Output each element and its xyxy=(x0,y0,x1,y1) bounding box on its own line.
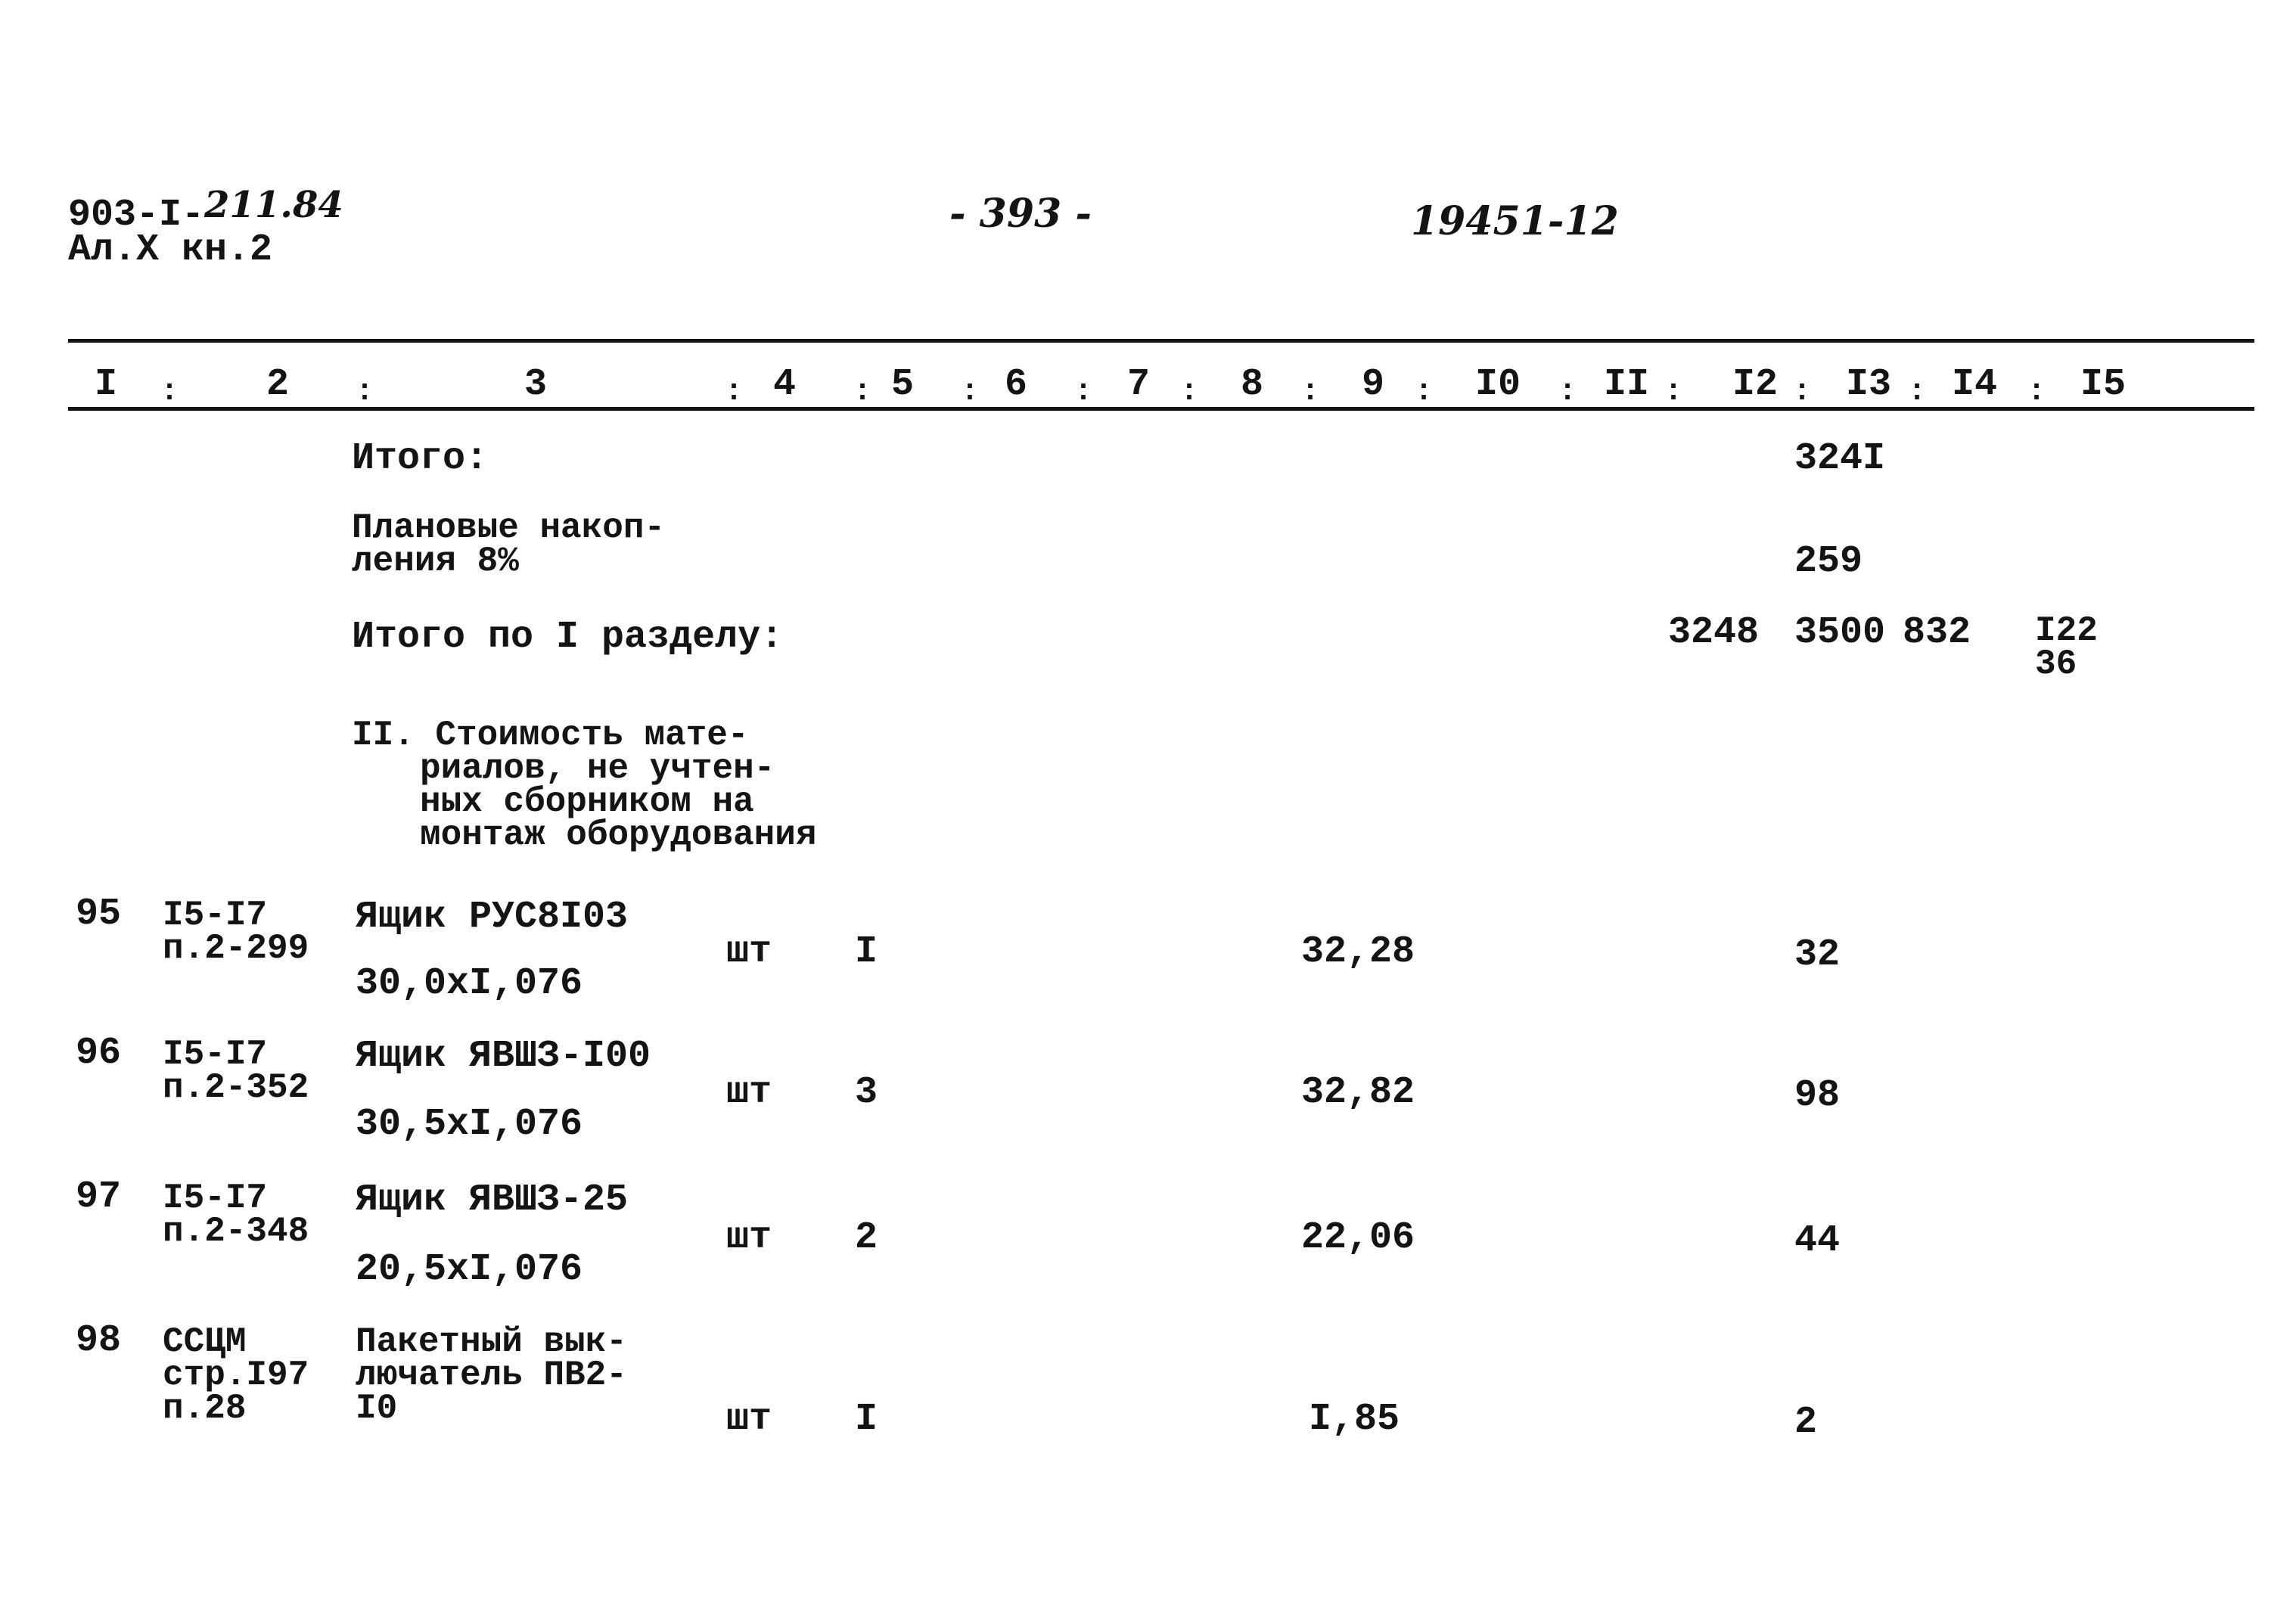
section-total-col15-line1: I22 xyxy=(2035,611,2098,651)
row-total: 44 xyxy=(1794,1219,1841,1262)
row-quantity: I xyxy=(855,930,878,974)
total-label: Итого: xyxy=(352,437,489,480)
col-separator: : xyxy=(356,375,374,409)
row-unit-price: 32,82 xyxy=(1301,1071,1415,1114)
total-col13: 324I xyxy=(1794,437,1886,480)
row-reference: п.2-352 xyxy=(163,1068,309,1107)
col-separator: : xyxy=(1301,375,1320,409)
col-12: I2 xyxy=(1732,363,1779,406)
col-separator: : xyxy=(1664,375,1683,409)
doc-album: Ал.Х кн.2 xyxy=(68,228,273,272)
row-item-name: Ящик ЯВШЗ-I00 xyxy=(356,1035,651,1078)
row-item-name: лючатель ПВ2- xyxy=(356,1356,627,1395)
col-separator: : xyxy=(1180,375,1199,409)
row-reference: I5-I7 xyxy=(163,1035,268,1074)
section-total-label: Итого по I разделу: xyxy=(352,616,784,659)
col-separator: : xyxy=(853,375,872,409)
row-reference: стр.I97 xyxy=(163,1356,309,1395)
top-rule xyxy=(68,339,2254,343)
row-item-formula: 20,5хI,076 xyxy=(356,1248,583,1291)
section2-heading-line4: монтаж оборудования xyxy=(420,815,817,855)
col-1: I xyxy=(95,363,118,406)
row-unit-price: 32,28 xyxy=(1301,930,1415,974)
col-13: I3 xyxy=(1846,363,1892,406)
planned-label-line2: ления 8% xyxy=(352,542,519,581)
col-separator: : xyxy=(1558,375,1577,409)
row-number: 95 xyxy=(76,893,122,936)
planned-col13: 259 xyxy=(1794,540,1863,583)
row-unit: шт xyxy=(726,930,772,974)
row-unit: шт xyxy=(726,1398,772,1441)
section-total-col13: 3500 xyxy=(1794,611,1886,654)
section-total-col15-line2: 36 xyxy=(2035,644,2077,684)
row-number: 96 xyxy=(76,1032,122,1075)
row-reference: ССЦМ xyxy=(163,1322,247,1362)
col-separator: : xyxy=(2027,375,2046,409)
col-separator: : xyxy=(1908,375,1927,409)
row-quantity: 3 xyxy=(855,1071,878,1114)
row-number: 98 xyxy=(76,1319,122,1362)
doc-code-prefix: 903-I- xyxy=(68,194,205,237)
col-separator: : xyxy=(1074,375,1093,409)
col-2: 2 xyxy=(266,363,290,406)
handwritten-reference: 19451-12 xyxy=(1411,198,1619,244)
doc-code-handwritten: 211.84 xyxy=(204,184,343,226)
row-item-name: Ящик РУС8I03 xyxy=(356,896,629,939)
row-reference: I5-I7 xyxy=(163,896,268,935)
col-separator: : xyxy=(961,375,980,409)
row-unit: шт xyxy=(726,1071,772,1114)
row-unit-price: I,85 xyxy=(1309,1398,1400,1441)
row-item-formula: 30,0хI,076 xyxy=(356,962,583,1005)
row-item-name: I0 xyxy=(356,1389,398,1428)
row-item-name: Ящик ЯВШЗ-25 xyxy=(356,1179,629,1222)
row-reference: п.2-299 xyxy=(163,929,309,968)
row-reference: п.2-348 xyxy=(163,1212,309,1251)
section-total-col14: 832 xyxy=(1903,611,1971,654)
row-unit-price: 22,06 xyxy=(1301,1216,1415,1259)
col-8: 8 xyxy=(1241,363,1264,406)
row-total: 32 xyxy=(1794,933,1841,977)
row-unit: шт xyxy=(726,1216,772,1259)
section2-heading-line2: риалов, не учтен- xyxy=(420,749,775,788)
section2-heading-line1: II. Стоимость мате- xyxy=(352,716,749,755)
col-separator: : xyxy=(725,375,744,409)
col-separator: : xyxy=(160,375,179,409)
col-7: 7 xyxy=(1127,363,1151,406)
row-total: 98 xyxy=(1794,1074,1841,1117)
row-reference: I5-I7 xyxy=(163,1179,268,1218)
col-3: 3 xyxy=(524,363,548,406)
planned-label-line1: Плановые накоп- xyxy=(352,508,666,548)
col-separator: : xyxy=(1793,375,1812,409)
col-9: 9 xyxy=(1362,363,1385,406)
row-quantity: I xyxy=(855,1398,878,1441)
col-6: 6 xyxy=(1005,363,1028,406)
row-reference: п.28 xyxy=(163,1389,247,1428)
header-underline-rule xyxy=(68,407,2254,411)
row-total: 2 xyxy=(1794,1401,1818,1444)
col-4: 4 xyxy=(773,363,797,406)
section2-heading-line3: ных сборником на xyxy=(420,782,754,821)
col-11: II xyxy=(1604,363,1650,406)
row-item-name: Пакетный вык- xyxy=(356,1322,627,1362)
section-total-col12: 3248 xyxy=(1668,611,1760,654)
col-5: 5 xyxy=(891,363,915,406)
row-number: 97 xyxy=(76,1175,122,1219)
col-15: I5 xyxy=(2080,363,2127,406)
row-quantity: 2 xyxy=(855,1216,878,1259)
col-10: I0 xyxy=(1475,363,1521,406)
col-14: I4 xyxy=(1952,363,1998,406)
page-number: - 393 - xyxy=(949,191,1092,237)
col-separator: : xyxy=(1415,375,1434,409)
row-item-formula: 30,5хI,076 xyxy=(356,1103,583,1146)
